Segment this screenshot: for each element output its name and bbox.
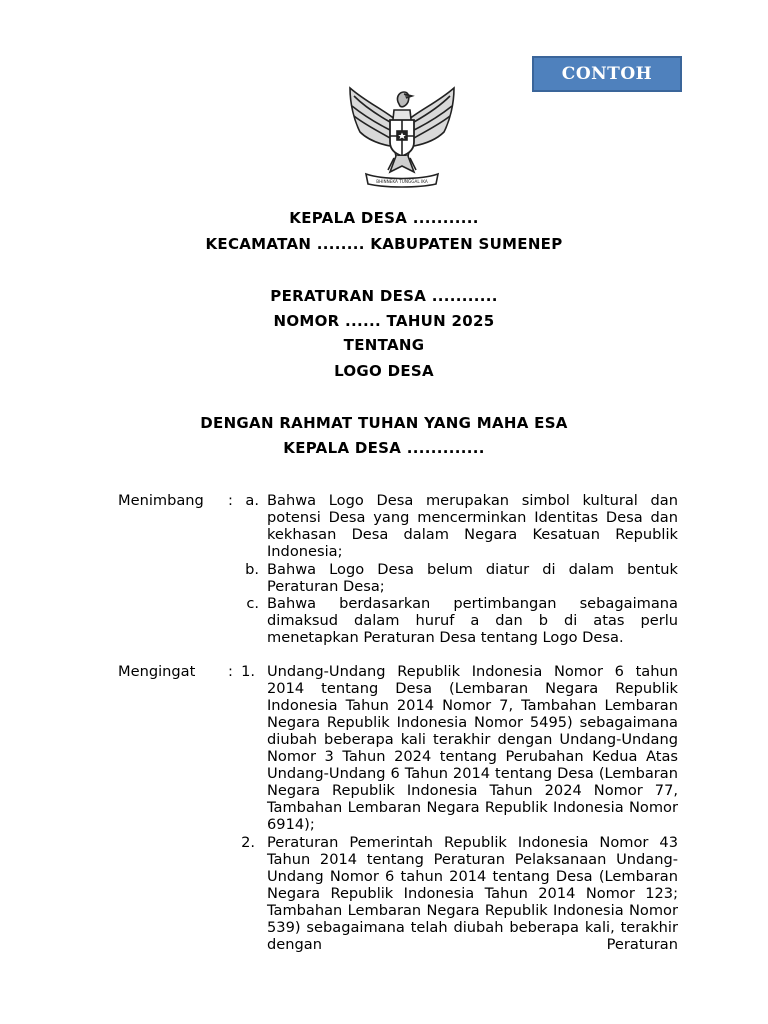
menimbang-item-num: c. bbox=[246, 595, 259, 612]
preamble-kepala-desa: KEPALA DESA ............. bbox=[283, 439, 485, 457]
menimbang-label: Menimbang bbox=[118, 492, 204, 509]
title-tentang: TENTANG bbox=[343, 336, 425, 354]
emblem-motto: BHINNEKA TUNGGAL IKA bbox=[376, 179, 428, 184]
menimbang-item-num: a. bbox=[245, 492, 259, 509]
header-kecamatan: KECAMATAN ........ KABUPATEN SUMENEP bbox=[205, 235, 563, 253]
contoh-badge: CONTOH bbox=[532, 56, 682, 92]
mengingat-item-text: Peraturan Pemerintah Republik Indonesia Nomor 43 Tahun 2014 tentang Peraturan Pelaksanaan Undang-Undang Nomor 6 tahun 2014 tentang Desa (Lembaran Negara Republik Indonesia Tahun 2014 Nomor 123; Tambahan Lembaran Negara Republik Indonesia Nomor 539) sebagaimana telah diubah beberapa kali, terakhir dengan Peraturan bbox=[267, 834, 678, 953]
title-peraturan-desa: PERATURAN DESA ........... bbox=[270, 287, 498, 305]
title-nomor: NOMOR ...... TAHUN 2025 bbox=[273, 312, 495, 330]
menimbang-item-text: Bahwa Logo Desa merupakan simbol kultural dan potensi Desa yang mencerminkan Identitas Desa dan kekhasan Desa dalam Negara Kesatuan Republik Indonesia; bbox=[267, 492, 678, 560]
mengingat-item-num: 1. bbox=[241, 663, 255, 680]
menimbang-item-num: b. bbox=[245, 561, 259, 578]
garuda-emblem-icon bbox=[344, 80, 460, 188]
title-logo-desa: LOGO DESA bbox=[334, 362, 434, 380]
mengingat-item-text: Undang-Undang Republik Indonesia Nomor 6 tahun 2014 tentang Desa (Lembaran Negara Republik Indonesia Tahun 2014 Nomor 7, Tambahan Lembaran Negara Republik Indonesia Nomor 5495) sebagaimana diubah beberapa kali terakhir dengan Undang-Undang Nomor 3 Tahun 2024 tentang Perubahan Kedua Atas Undang-Undang 6 Tahun 2014 tentang Desa (Lembaran Negara Republik Indonesia Tahun 2024 Nomor 77, Tambahan Lembaran Negara Republik Indonesia Nomor 6914); bbox=[267, 663, 678, 833]
menimbang-item-text: Bahwa berdasarkan pertimbangan sebagaimana dimaksud dalam huruf a dan b di atas perlu menetapkan Peraturan Desa tentang Logo Desa. bbox=[267, 595, 678, 646]
menimbang-item-text: Bahwa Logo Desa belum diatur di dalam bentuk Peraturan Desa; bbox=[267, 561, 678, 595]
header-kepala-desa: KEPALA DESA ........... bbox=[289, 209, 479, 227]
mengingat-item-num: 2. bbox=[241, 834, 255, 851]
mengingat-colon: : bbox=[228, 663, 233, 680]
mengingat-label: Mengingat bbox=[118, 663, 196, 680]
menimbang-colon: : bbox=[228, 492, 233, 509]
preamble-rahmat: DENGAN RAHMAT TUHAN YANG MAHA ESA bbox=[200, 414, 568, 432]
